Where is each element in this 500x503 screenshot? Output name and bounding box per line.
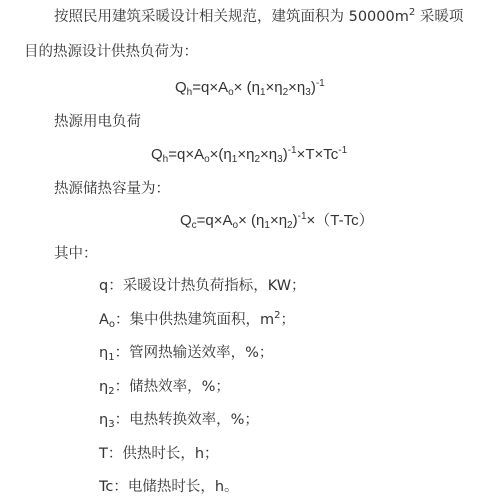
formula-part: ) [292, 212, 298, 229]
definition-tc: Tc：电储热时长，h。 [99, 479, 239, 495]
superscript: -1 [338, 145, 348, 156]
formula-part: ×η [265, 79, 283, 96]
formula-part: ×η [288, 79, 306, 96]
formula-part: ×η [237, 146, 255, 163]
definition-text: ：储热效率，%； [114, 379, 230, 395]
subscript: 1 [259, 87, 266, 98]
subscript: 3 [277, 154, 283, 165]
subscript: h [186, 87, 193, 98]
subscript: c [191, 220, 197, 231]
definition-symbol: η [99, 379, 109, 395]
subscript: 2 [287, 220, 293, 231]
superscript: 2 [274, 310, 281, 321]
formula-part: ×（T-Tc） [306, 212, 374, 229]
formula-power-load [151, 145, 347, 165]
subscript: 3 [305, 87, 311, 98]
intro-line-1 [54, 7, 463, 27]
formula-part: × (η [233, 79, 260, 96]
definition-eta3 [99, 410, 259, 430]
superscript: -1 [315, 78, 325, 89]
definition-symbol: η [99, 345, 109, 361]
definition-symbol: η [99, 412, 109, 428]
intro-tail: 采暖项 [415, 9, 464, 25]
formula-symbol: Q [151, 146, 163, 163]
definition-text: ：电热转换效率，%； [114, 412, 259, 428]
formula-part: ×η [269, 212, 288, 229]
intro-line-2: 目的热源设计供热负荷为： [24, 44, 198, 60]
formula-part: =q×A [196, 212, 233, 229]
definition-text: ：管网热输送效率，%； [114, 345, 274, 361]
superscript: 2 [408, 7, 416, 18]
formula-symbol: Q [175, 79, 187, 96]
definition-tail: ； [280, 312, 296, 328]
definition-symbol: A [99, 312, 109, 328]
definition-ao [99, 310, 295, 330]
where-label: 其中： [54, 246, 98, 262]
subscript: h [162, 154, 169, 165]
formula-part: ×T×Tc [296, 146, 339, 163]
formula-heat-load [175, 78, 325, 98]
formula-part: ) [282, 146, 288, 163]
subscript: 1 [231, 154, 238, 165]
definition-q: q：采暖设计热负荷指标，KW； [99, 278, 306, 294]
formula-part: =q×A [168, 146, 205, 163]
definition-t: T：供热时长，h； [99, 446, 219, 462]
definition-eta1 [99, 343, 273, 363]
formula-part: ×(η [209, 146, 232, 163]
subscript: 2 [108, 386, 115, 397]
formula-part: =q×A [192, 79, 229, 96]
subscript: 1 [264, 220, 270, 231]
formula-part: ) [310, 79, 316, 96]
heading-storage-capacity: 热源储热容量为： [54, 181, 170, 197]
intro-text: 按照民用建筑采暖设计相关规范，建筑面积为 50000m [54, 9, 409, 25]
subscript: 2 [282, 87, 289, 98]
subscript: 1 [108, 352, 115, 363]
definition-eta2 [99, 377, 230, 397]
superscript: -1 [297, 211, 307, 222]
subscript: o [204, 154, 210, 165]
heading-power-load: 热源用电负荷 [54, 114, 141, 130]
subscript: o [232, 220, 239, 231]
subscript: 2 [254, 154, 261, 165]
formula-part: × (η [238, 212, 265, 229]
definition-text: ：集中供热建筑面积，m [115, 312, 275, 328]
formula-part: ×η [260, 146, 278, 163]
subscript: o [108, 319, 116, 330]
formula-symbol: Q [180, 212, 192, 229]
subscript: o [228, 87, 234, 98]
subscript: 3 [108, 419, 115, 430]
formula-storage-capacity [180, 211, 374, 231]
superscript: -1 [287, 145, 297, 156]
